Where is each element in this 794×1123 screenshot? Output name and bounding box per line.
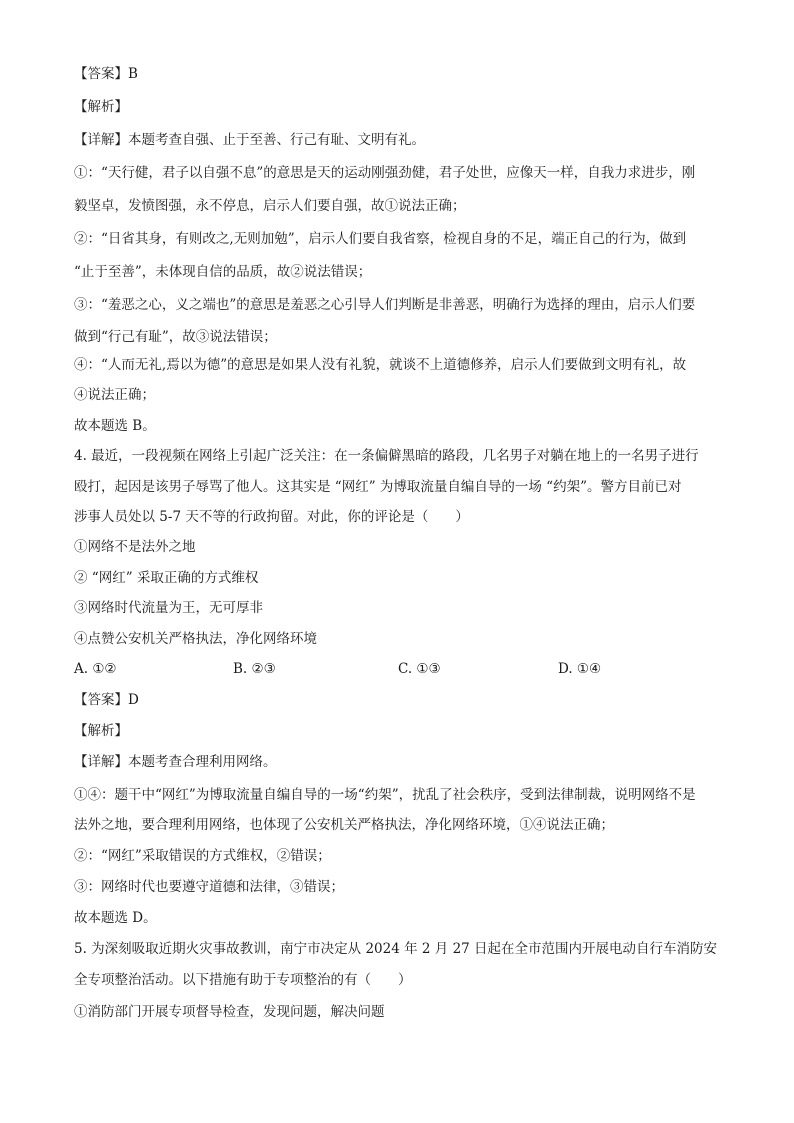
statement-3: ③网络时代流量为王，无可厚非 bbox=[74, 600, 263, 616]
text-line: “止于至善”，未体现自信的品质，故②说法错误； bbox=[74, 264, 372, 280]
detail-intro-q4: 【详解】本题考查合理利用网络。 bbox=[74, 754, 277, 770]
answer-options bbox=[74, 659, 724, 679]
text-line: 法外之地，要合理利用网络，也体现了公安机关严格执法，净化网络环境，①④说法正确； bbox=[74, 817, 614, 833]
text-line: ③：网络时代也要遵守道德和法律，③错误； bbox=[74, 879, 344, 895]
statement-4: ④点赞公安机关严格执法，净化网络环境 bbox=[74, 631, 317, 647]
text-line: ①：“天行健，君子以自强不息”的意思是天的运动刚强劲健，君子处世，应像天一样，自我力求进步，刚 bbox=[74, 165, 696, 181]
question-5-stem: 全专项整治活动。以下措施有助于专项整治的有（ ） bbox=[74, 972, 412, 988]
option-c: C. ①③ bbox=[398, 661, 441, 677]
statement-1: ①网络不是法外之地 bbox=[74, 539, 196, 555]
analysis-label-q3: 【解析】 bbox=[74, 99, 128, 115]
text-line: ④说法正确； bbox=[74, 387, 155, 403]
text-line: ②：“网红”采取错误的方式维权，②错误； bbox=[74, 848, 331, 864]
question-5-stem: 5. 为深刻吸取近期火灾事故教训，南宁市决定从 2024 年 2 月 27 日起在全市范围内开展电动自行车消防安 bbox=[74, 941, 718, 957]
text-line: 毅坚卓，发愤图强，永不停息，启示人们要自强，故①说法正确； bbox=[74, 198, 466, 214]
analysis-label-q4: 【解析】 bbox=[74, 723, 128, 739]
detail-intro-q3: 【详解】本题考查自强、止于至善、行己有耻、文明有礼。 bbox=[74, 132, 425, 148]
text-line: ③：“羞恶之心，义之端也”的意思是羞恶之心引导人们判断是非善恶，明确行为选择的理由，启示人们要 bbox=[74, 297, 696, 313]
text-line: ④：“人而无礼,焉以为德”的意思是如果人没有礼貌，就谈不上道德修养，启示人们要做到文明有礼，故 bbox=[74, 357, 687, 373]
answer-label-q4: 【答案】D bbox=[74, 692, 139, 708]
text-line: ①④：题干中“网红”为博取流量自编自导的一场“约架”，扰乱了社会秩序，受到法律制裁，说明网络不是 bbox=[74, 787, 696, 803]
text-line: 做到“行己有耻”，故③说法错误； bbox=[74, 329, 277, 345]
conclusion-q3: 故本题选 B。 bbox=[74, 418, 156, 434]
statement-2: ② “网红” 采取正确的方式维权 bbox=[74, 570, 259, 586]
option-b: B. ②③ bbox=[233, 661, 276, 677]
text-line: ②：“日省其身，有则改之,无则加勉”，启示人们要自我省察，检视自身的不足，端正自己的行为，做到 bbox=[74, 231, 687, 247]
question-4-stem: 4. 最近，一段视频在网络上引起广泛关注：在一条偏僻黑暗的路段，几名男子对躺在地上的一名男子进行 bbox=[74, 448, 699, 464]
option-a: A. ①② bbox=[74, 661, 117, 677]
conclusion-q4: 故本题选 D。 bbox=[74, 910, 157, 926]
question-4-stem: 殴打，起因是该男子辱骂了他人。这其实是 “网红” 为博取流量自编自导的一场 “约架”。警方目前已对 bbox=[74, 479, 682, 495]
statement-1: ①消防部门开展专项督导检查，发现问题，解决问题 bbox=[74, 1004, 385, 1020]
option-d: D. ①④ bbox=[558, 661, 602, 677]
answer-label-q3: 【答案】B bbox=[74, 66, 138, 82]
question-4-stem: 涉事人员处以 5-7 天不等的行政拘留。对此，你的评论是（ ） bbox=[74, 509, 469, 525]
